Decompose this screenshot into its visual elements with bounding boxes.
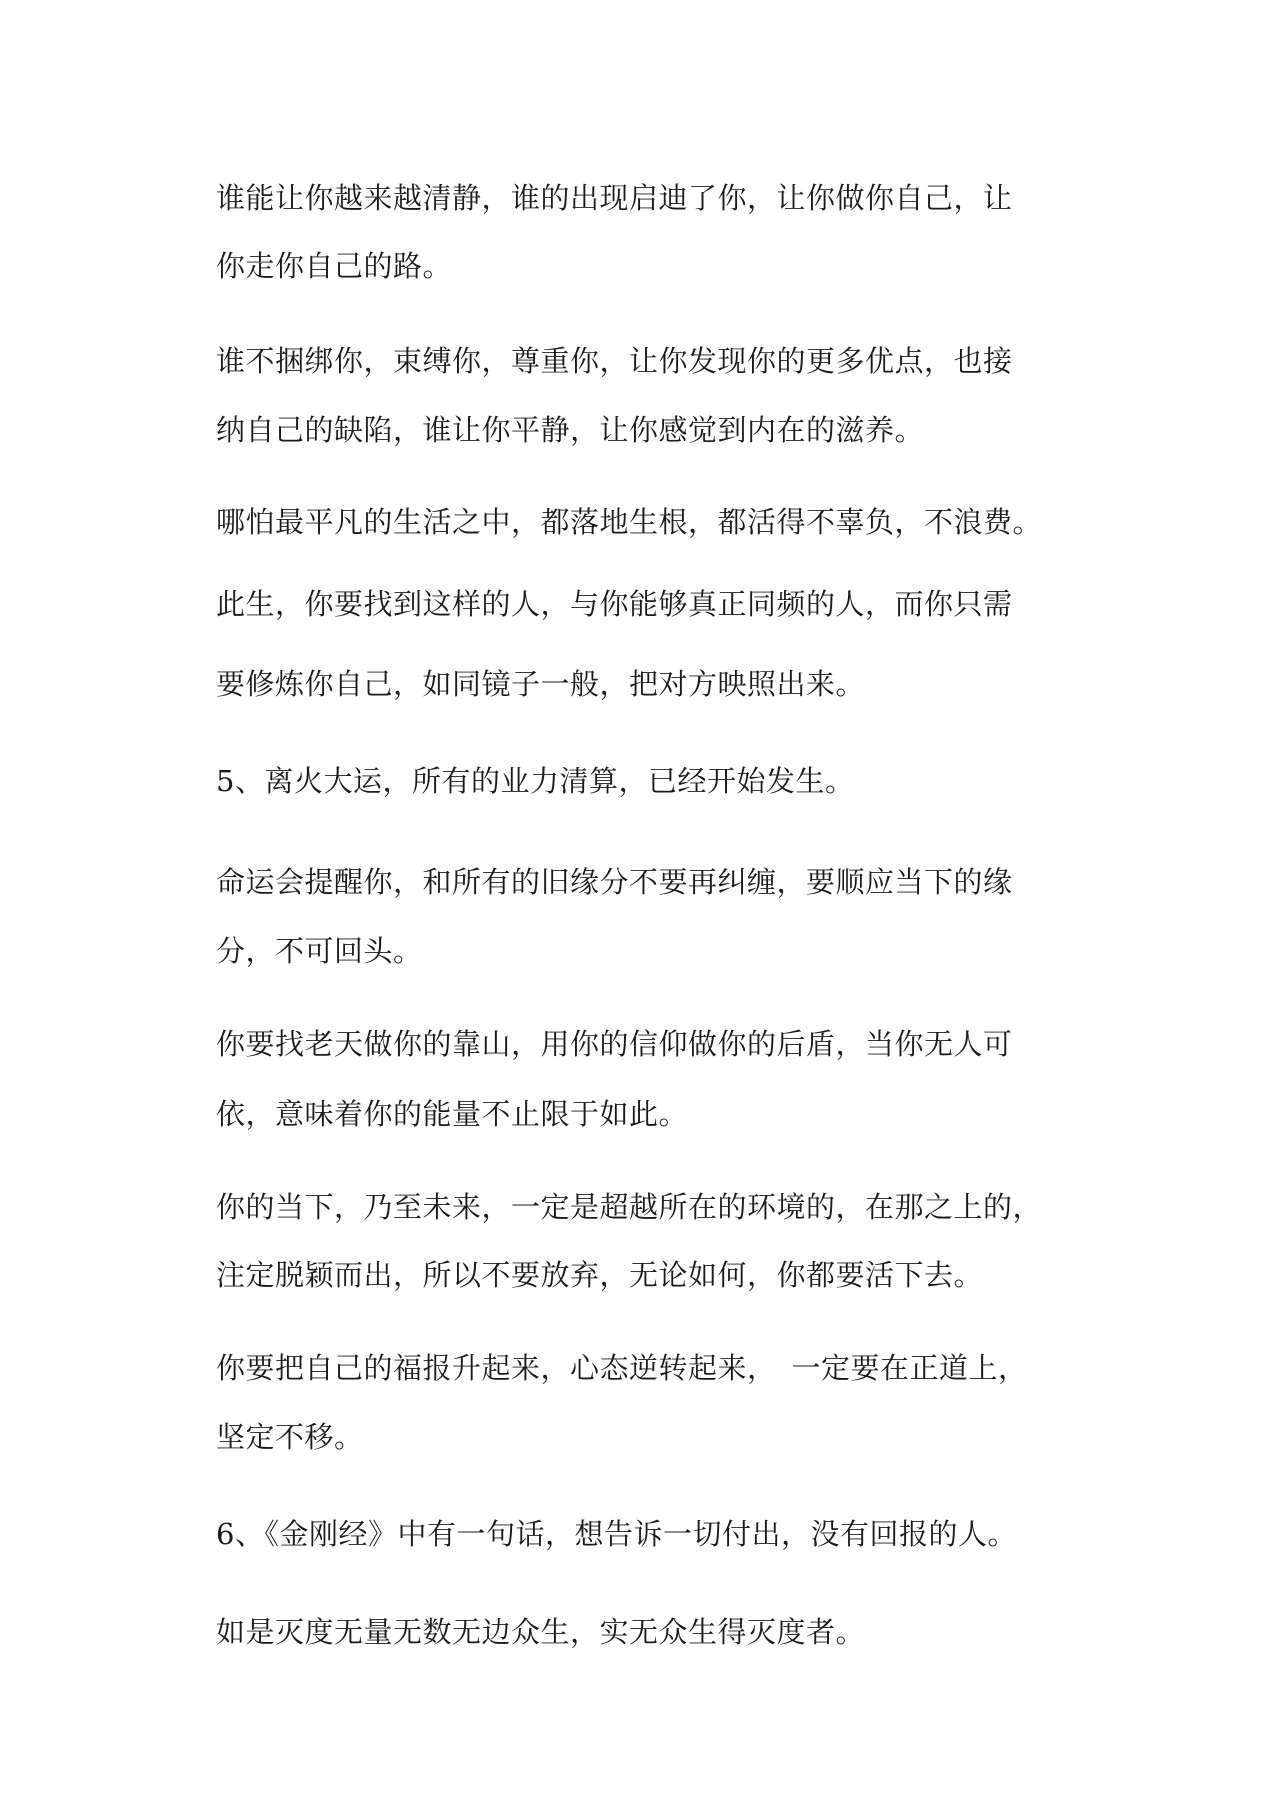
- text-line: 依，意味着你的能量不止限于如此。: [216, 1097, 689, 1131]
- text-line: 坚定不移。: [216, 1420, 364, 1454]
- text-line: 你要把自己的福报升起来，心态逆转起来， 一定要在正道上，: [216, 1351, 1028, 1385]
- text-line: 你走你自己的路。: [216, 249, 453, 283]
- section-heading: 5、离火大运，所有的业力清算，已经开始发生。: [216, 764, 855, 798]
- text-line: 哪怕最平凡的生活之中，都落地生根，都活得不辜负，不浪费。: [216, 505, 1043, 539]
- text-line: 此生，你要找到这样的人，与你能够真正同频的人，而你只需: [216, 587, 1013, 621]
- text-line: 如是灭度无量无数无边众生，实无众生得灭度者。: [216, 1615, 866, 1649]
- text-line: 注定脱颖而出，所以不要放弃，无论如何，你都要活下去。: [216, 1258, 984, 1292]
- text-line: 谁能让你越来越清静，谁的出现启迪了你，让你做你自己，让: [216, 181, 1013, 215]
- text-line: 分，不可回头。: [216, 934, 423, 968]
- text-line: 你要找老天做你的靠山，用你的信仰做你的后盾，当你无人可: [216, 1027, 1013, 1061]
- text-line: 命运会提醒你，和所有的旧缘分不要再纠缠，要顺应当下的缘: [216, 865, 1013, 899]
- text-line: 谁不捆绑你，束缚你，尊重你，让你发现你的更多优点，也接: [216, 344, 1013, 378]
- section-heading: 6、《金刚经》中有一句话，想告诉一切付出，没有回报的人。: [216, 1517, 1017, 1551]
- text-line: 纳自己的缺陷，谁让你平静，让你感觉到内在的滋养。: [216, 413, 925, 447]
- text-line: 要修炼你自己，如同镜子一般，把对方映照出来。: [216, 667, 866, 701]
- text-line: 你的当下，乃至未来，一定是超越所在的环境的，在那之上的，: [216, 1190, 1043, 1224]
